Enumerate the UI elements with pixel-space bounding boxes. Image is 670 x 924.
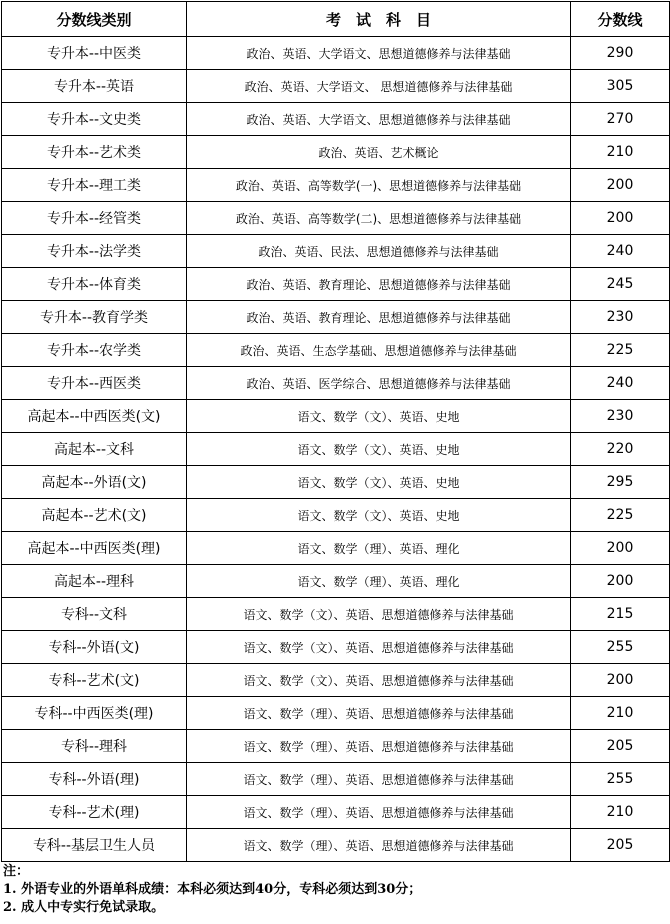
category-cell: 专科--艺术(理) [2,796,187,829]
subjects-cell: 政治、英语、医学综合、思想道德修养与法律基础 [187,367,571,400]
category-cell: 高起本--理科 [2,565,187,598]
category-cell: 专升本--英语 [2,70,187,103]
score-cell: 230 [571,301,670,334]
note-item-2: 2. 成人中专实行免试录取。 [3,900,165,915]
table-row [2,202,670,235]
note-item-1: 1. 外语专业的外语单科成绩：本科必须达到40分，专科必须达到30分； [3,882,422,897]
table-row [2,37,670,70]
subjects-cell: 政治、英语、教育理论、思想道德修养与法律基础 [187,268,571,301]
table-row [2,136,670,169]
category-cell: 高起本--中西医类(文) [2,400,187,433]
subjects-cell: 语文、数学（文）、英语、思想道德修养与法律基础 [187,664,571,697]
score-table [1,1,670,862]
category-cell: 专科--外语(理) [2,763,187,796]
table-body [2,37,670,862]
subjects-cell: 语文、数学（文）、英语、思想道德修养与法律基础 [187,631,571,664]
category-cell: 专升本--理工类 [2,169,187,202]
category-cell: 高起本--中西医类(理) [2,532,187,565]
score-cell: 305 [571,70,670,103]
score-cell: 240 [571,235,670,268]
category-cell: 专升本--中医类 [2,37,187,70]
category-cell: 专科--文科 [2,598,187,631]
category-cell: 专升本--西医类 [2,367,187,400]
score-cell: 200 [571,565,670,598]
score-cell: 230 [571,400,670,433]
score-cell: 290 [571,37,670,70]
subjects-cell: 语文、数学（文）、英语、史地 [187,433,571,466]
notes [1,863,669,923]
subjects-cell: 政治、英语、大学语文、思想道德修养与法律基础 [187,37,571,70]
category-cell: 高起本--文科 [2,433,187,466]
score-cell: 255 [571,763,670,796]
subjects-cell: 语文、数学（文）、英语、思想道德修养与法律基础 [187,598,571,631]
table-row [2,235,670,268]
score-cell: 200 [571,169,670,202]
category-cell: 专科--基层卫生人员 [2,829,187,862]
subjects-cell: 政治、英语、大学语文、 思想道德修养与法律基础 [187,70,571,103]
subjects-cell: 语文、数学（理）、英语、思想道德修养与法律基础 [187,796,571,829]
table-row [2,268,670,301]
score-cell: 200 [571,202,670,235]
category-cell: 专升本--农学类 [2,334,187,367]
header-category: 分数线类别 [2,2,187,37]
subjects-cell: 政治、英语、教育理论、思想道德修养与法律基础 [187,301,571,334]
score-cell: 225 [571,334,670,367]
category-cell: 专升本--经管类 [2,202,187,235]
notes-title: 注： [3,864,30,879]
score-cell: 205 [571,829,670,862]
header-score: 分数线 [571,2,670,37]
subjects-cell: 政治、英语、高等数学(一)、思想道德修养与法律基础 [187,169,571,202]
category-cell: 专升本--法学类 [2,235,187,268]
subjects-cell: 语文、数学（理）、英语、思想道德修养与法律基础 [187,763,571,796]
score-cell: 240 [571,367,670,400]
header-subjects: 考 试 科 目 [187,2,571,37]
subjects-cell: 语文、数学（理）、英语、思想道德修养与法律基础 [187,730,571,763]
subjects-cell: 语文、数学（理）、英语、思想道德修养与法律基础 [187,697,571,730]
score-cell: 215 [571,598,670,631]
table-row [2,730,670,763]
category-cell: 专科--外语(文) [2,631,187,664]
score-cell: 210 [571,136,670,169]
subjects-cell: 语文、数学（文）、英语、史地 [187,499,571,532]
table-row [2,499,670,532]
subjects-cell: 政治、英语、民法、思想道德修养与法律基础 [187,235,571,268]
table-row [2,103,670,136]
score-cell: 220 [571,433,670,466]
score-cell: 270 [571,103,670,136]
subjects-cell: 政治、英语、高等数学(二)、思想道德修养与法律基础 [187,202,571,235]
table-row [2,301,670,334]
header-row [2,2,670,37]
subjects-cell: 政治、英语、艺术概论 [187,136,571,169]
score-cell: 225 [571,499,670,532]
table-row [2,532,670,565]
subjects-cell: 政治、英语、生态学基础、思想道德修养与法律基础 [187,334,571,367]
category-cell: 专升本--艺术类 [2,136,187,169]
table-row [2,829,670,862]
subjects-cell: 语文、数学（理）、英语、理化 [187,565,571,598]
score-cell: 245 [571,268,670,301]
score-cell: 210 [571,697,670,730]
subjects-cell: 语文、数学（理）、英语、理化 [187,532,571,565]
category-cell: 专科--艺术(文) [2,664,187,697]
score-cell: 205 [571,730,670,763]
category-cell: 专科--中西医类(理) [2,697,187,730]
score-cell: 200 [571,664,670,697]
subjects-cell: 语文、数学（理）、英语、思想道德修养与法律基础 [187,829,571,862]
category-cell: 专升本--体育类 [2,268,187,301]
table-row [2,598,670,631]
category-cell: 高起本--艺术(文) [2,499,187,532]
table-row [2,466,670,499]
subjects-cell: 政治、英语、大学语文、思想道德修养与法律基础 [187,103,571,136]
table-row [2,565,670,598]
table-row [2,697,670,730]
category-cell: 专科--理科 [2,730,187,763]
table-row [2,796,670,829]
category-cell: 专升本--教育学类 [2,301,187,334]
table-row [2,334,670,367]
table-row [2,70,670,103]
score-cell: 210 [571,796,670,829]
table-row [2,367,670,400]
category-cell: 专升本--文史类 [2,103,187,136]
score-cell: 200 [571,532,670,565]
table-row [2,433,670,466]
category-cell: 高起本--外语(文) [2,466,187,499]
score-cell: 295 [571,466,670,499]
subjects-cell: 语文、数学（文）、英语、史地 [187,466,571,499]
table-row [2,763,670,796]
table-row [2,400,670,433]
score-cell: 255 [571,631,670,664]
table-row [2,169,670,202]
table-row [2,664,670,697]
table-row [2,631,670,664]
subjects-cell: 语文、数学（文）、英语、史地 [187,400,571,433]
